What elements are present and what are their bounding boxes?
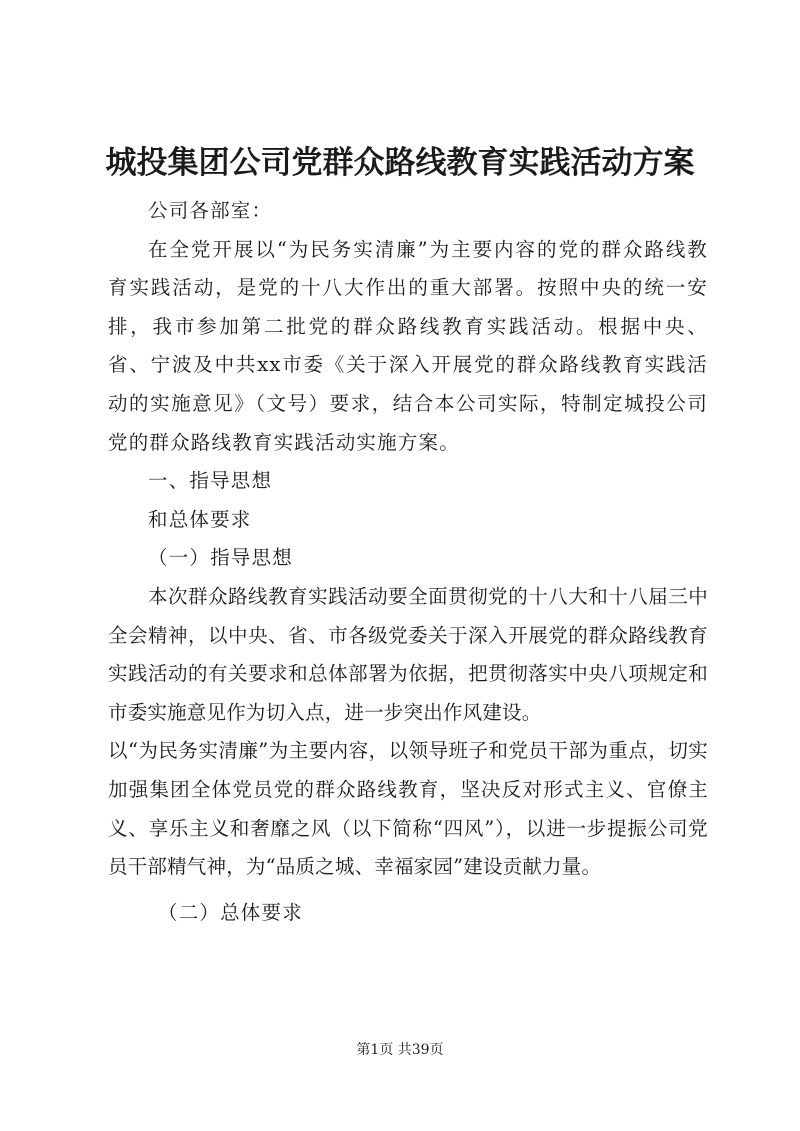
section-heading-1: 一、指导思想	[148, 469, 273, 493]
intro-paragraph: 在全党开展以“为民务实清廉”为主要内容的党的群众路线教育实践活动，是党的十八大作出的重大部署。按照中央的统一安排，我市参加第二批党的群众路线教育实践活动。根据中央、省、宁波及中共xx市委《关于深入开展党的群众路线教育实践活动的实施意见》（文号）要求，结合本公司实际，特制定城投公司党的群众路线教育实践活动实施方案。	[108, 237, 708, 454]
document-body	[108, 192, 708, 932]
document-title: 城投集团公司党群众路线教育实践活动方案	[105, 145, 695, 181]
guiding-paragraph-1: 本次群众路线教育实践活动要全面贯彻党的十八大和十八届三中全会精神，以中央、省、市各级党委关于深入开展党的群众路线教育实践活动的有关要求和总体部署为依据，把贯彻落实中央八项规定和市委实施意见作为切入点，进一步突出作风建设。	[108, 584, 708, 724]
salutation: 公司各部室：	[148, 199, 273, 222]
guiding-paragraph-2: 以“为民务实清廉”为主要内容，以领导班子和党员干部为重点，切实加强集团全体党员党的群众路线教育，坚决反对形式主义、官僚主义、享乐主义和奢靡之风（以下简称“四风”），以进一步提振公司党员干部精气神，为“品质之城、幸福家园”建设贡献力量。	[108, 739, 708, 879]
subheading-guiding-thought: （一）指导思想	[148, 546, 293, 570]
subheading-overall-requirements: （二）总体要求	[158, 900, 303, 924]
page-number: 第1页 共39页	[356, 1042, 444, 1058]
section-heading-1-continued: 和总体要求	[148, 507, 252, 531]
